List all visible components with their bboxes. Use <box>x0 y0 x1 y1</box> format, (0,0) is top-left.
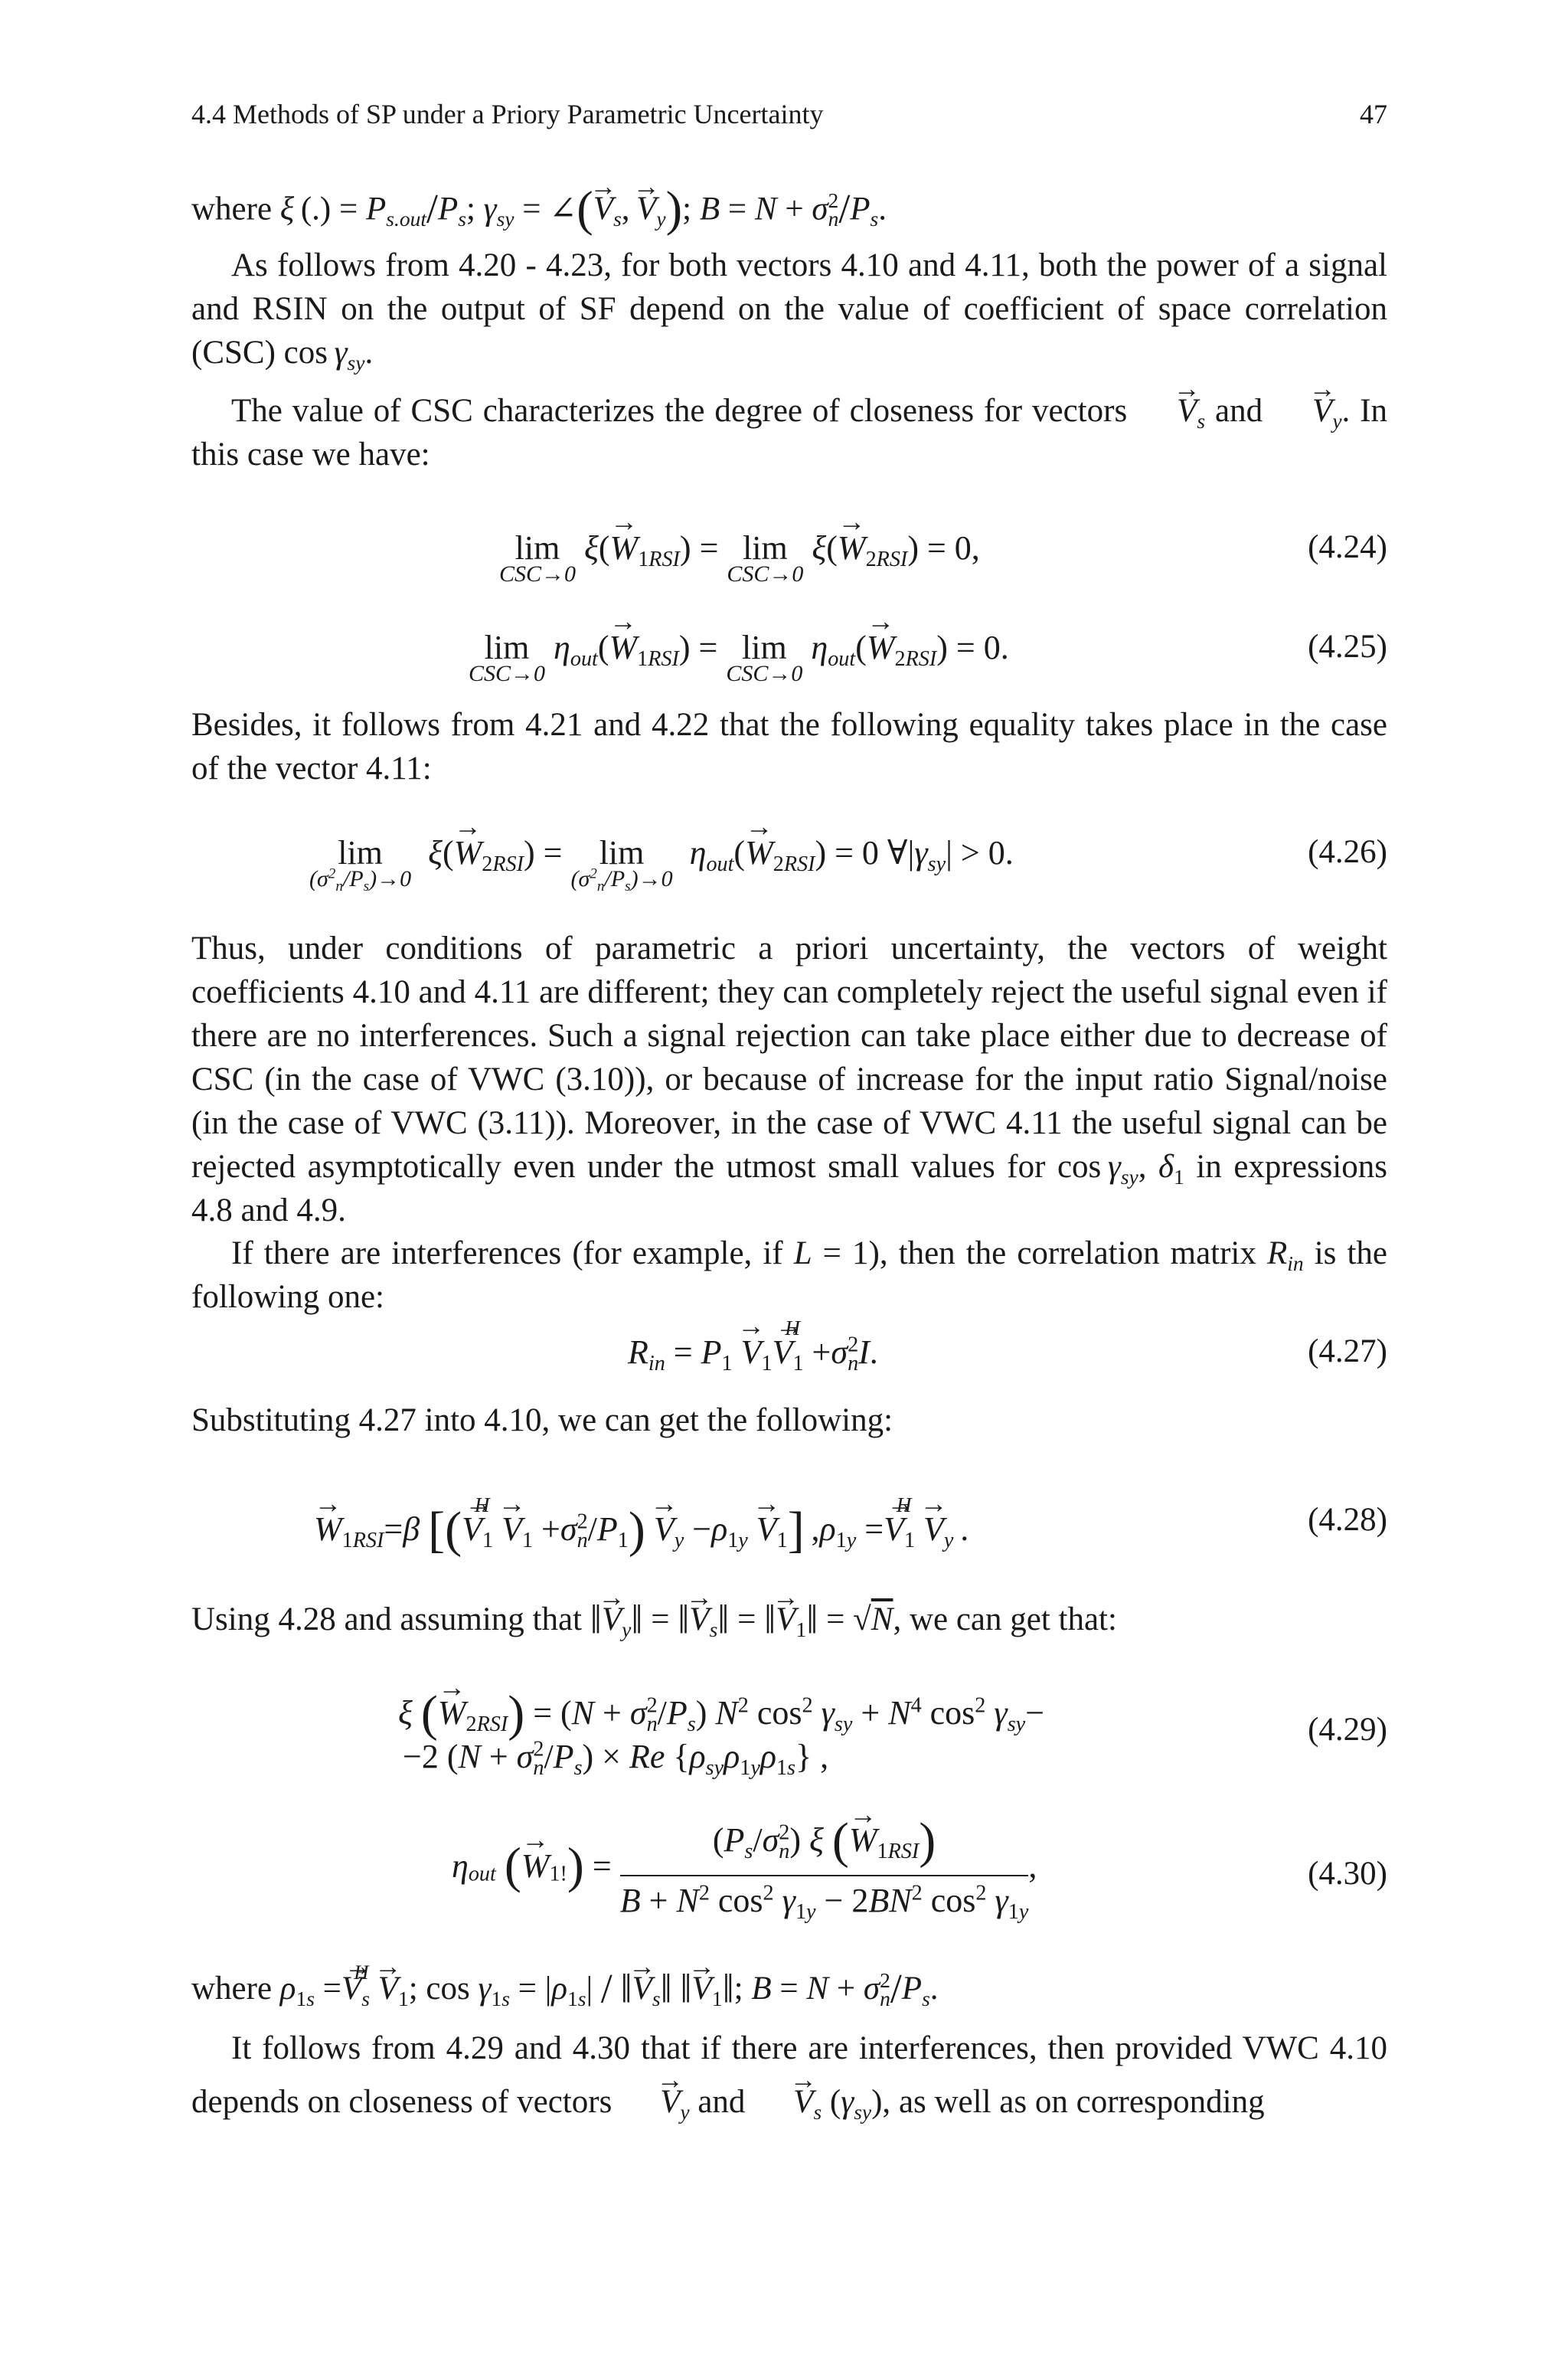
equation-4-30: $\eta_{out}$ (→ $W_{1!}$) = $\frac{(P_s/\sigma^2_n) \xi (\to W_{1RSI})}{B + N^2 \cos^2 \gamma_{1y} - 2BN^2 \cos^2 \gamma_{1y}}$ , (4.30) <box>191 1812 1387 1927</box>
paragraph-csc-text: As follows from 4.20 - 4.23, for both vectors 4.10 and 4.11, both the power of a signal and RSIN on the output of SF depend on the value of coefficient of space correlation (CSC) cos <box>191 247 1387 371</box>
besides-text: Besides, it follows from 4.21 and 4.22 that the following equality takes place in the case of the vector 4.11: <box>191 707 1387 787</box>
paragraph-thus: Thus, under conditions of parametric a priori uncertainty, the vectors of weight coefficients 4.10 and 4.11 are different; they can completely reject the useful signal even if there are no interferences. Such a signal rejection can take place either due to decrease of CSC (in the case of VWC (3.10)), or because of increase for the input ratio Signal/noise (in the case of VWC (3.11)). Moreover, in the case of VWC 4.11 the useful signal can be rejected asymptotically even under the utmost small values for $\cos \gamma_{sy}$, $\delta_1$ in expressions 4.8 and 4.9. <box>191 931 1387 1228</box>
equation-4-27: $R_{in} = P_1 \to V_1\to V$ H $_1 +\sigma^2_nI$. (4.27) <box>191 1333 1387 1379</box>
where-word: where <box>191 191 273 227</box>
using-text-end: , we can get that: <box>893 1601 1117 1637</box>
paragraph-substituting <box>191 1398 1387 1442</box>
page-number: 47 <box>1360 99 1387 129</box>
interferences-text-mid: ), then the correlation matrix <box>868 1235 1256 1271</box>
paragraph-csc-intro: As follows from 4.20 - 4.23, for both vectors 4.10 and 4.11, both the power of a signal and RSIN on the output of SF depend on the value of coefficient of space correlation (CSC) $\cos \gamma_{sy}$. <box>191 247 1387 375</box>
running-header <box>191 98 1387 133</box>
where-rho-line: where $\rho_{1s} =\to V$ H $_s \to V_1$; $\cos \gamma_{1s} = |\rho_{1s}|$ / ‖→ $V_s‖$ ‖→ $V_1‖$; $B = N + \sigma^2_n/P_s$. <box>191 1967 1387 2010</box>
where-word-2: where <box>191 1971 273 2007</box>
equation-4-24: lim CSC→0 $\xi(\to W_{1RSI})$ = lim CSC→0 $\xi(\to W_{2RSI}) = 0$, (4.24) <box>191 528 1387 582</box>
it-follows-text: It follows from 4.29 and 4.30 that if there are interferences, then provided VWC 4.10 depends on closeness of vectors <box>191 2030 1387 2120</box>
equation-number-4-30: (4.30) <box>1308 1856 1387 1892</box>
closeness-text: The value of CSC characterizes the degree of closeness for vectors <box>231 393 1128 429</box>
equation-number-4-27: (4.27) <box>1308 1333 1387 1369</box>
paragraph-it-follows: It follows from 4.29 and 4.30 that if there are interferences, then provided VWC 4.10 depends on closeness of vectors → $V_y$ and → $V_s$ $(\gamma_{sy})$, as well as on corresponding <box>191 2022 1387 2129</box>
and-word-2: and <box>697 2084 746 2120</box>
closeness-text-end: . In this case we have: <box>191 393 1388 473</box>
page <box>191 0 1387 2378</box>
equation-number-4-28: (4.28) <box>1308 1502 1387 1538</box>
substituting-text: Substituting 4.27 into 4.10, we can get the following: <box>191 1402 893 1438</box>
using-text: Using 4.28 and assuming that <box>191 1601 582 1637</box>
equation-number-4-24: (4.24) <box>1308 529 1387 565</box>
interferences-text-end: is the following one: <box>191 1235 1388 1315</box>
paragraph-interferences: If there are interferences (for example, if L = 1), then the correlation matrix $R_{in}$ is the following one: <box>191 1235 1388 1315</box>
equation-4-28: → $W_{1RSI}=\beta$ [(→ V H $_1 \to V_1 +\sigma^2_n/P_1) \to V_y -\rho_{1y} \to V_1$] $,\rho_{1y} =\to V$ H $_1 \to V_y$ . (4.28) <box>191 1501 1387 1555</box>
paragraph-besides <box>191 703 1387 790</box>
thus-text-end: in expressions 4.8 and 4.9. <box>191 1149 1387 1228</box>
equation-4-25: lim CSC→0 $\eta_{out}(\to W_{1RSI})$ = lim CSC→0 $\eta_{out}(\to W_{2RSI}) = 0$. (4.25) <box>191 628 1387 682</box>
equation-4-26: lim $(\sigma^2_n/P_s)\to 0$ $\xi(\to W_{2RSI})$ = lim $(\sigma^2_n/P_s)\to 0$ $\eta_{out}(\to W_{2RSI}) = 0$ $\forall|\gamma_{sy}| > 0$. (4.26) <box>191 833 1387 895</box>
where-definition-line: where ξ (.) = $P_{s.out}/P_s$; $\gamma_{sy}$ = ∠(→ $V_s$, → $V_y$); $B = N + \sigma^2_n/P_s$. <box>191 187 1387 231</box>
equation-4-29: ξ (→ $W_{2RSI}) = (N + \sigma^2_n/P_s)$ $N^2$ $\cos^2 \gamma_{sy} + N^4$ $\cos^2 \gamma_{sy}-$ −2 $(N + \sigma^2_n/P_s) \times Re$ $\{\rho_{sy}\rho_{1y}\rho_{1s}\}$ , (4.29) <box>191 1685 1387 1792</box>
it-follows-text-end: as well as on corresponding <box>898 2084 1265 2120</box>
interferences-text: If there are interferences (for example, if <box>231 1235 783 1271</box>
paragraph-using: Using 4.28 and assuming that ‖→ $V_y‖$ = ‖→ $V_s‖$ = ‖→ $V_1‖ = √N$, we can get that: <box>191 1598 1387 1641</box>
thus-text: Thus, under conditions of parametric a priori uncertainty, the vectors of weight coefficients 4.10 and 4.11 are different; they can completely reject the useful signal even if there are no interferences. Such a signal rejection can take place either due to decrease of CSC (in the case of VWC (3.10)), or because of increase for the input ratio Signal/noise (in the case of VWC (3.11)). Moreover, in the case of VWC 4.11 the useful signal can be rejected asymptotically even under the utmost small values for cos <box>191 931 1387 1185</box>
paragraph-csc-closeness: The value of CSC characterizes the degree of closeness for vectors → $V_s$ and → $V_y$. In this case we have: <box>191 389 1387 476</box>
equation-number-4-25: (4.25) <box>1308 629 1387 665</box>
running-header-title: 4.4 Methods of SP under a Priory Parametric Uncertainty <box>191 99 824 129</box>
equation-number-4-29: (4.29) <box>1308 1712 1387 1748</box>
equation-number-4-26: (4.26) <box>1308 834 1387 870</box>
and-word: and <box>1215 393 1263 429</box>
